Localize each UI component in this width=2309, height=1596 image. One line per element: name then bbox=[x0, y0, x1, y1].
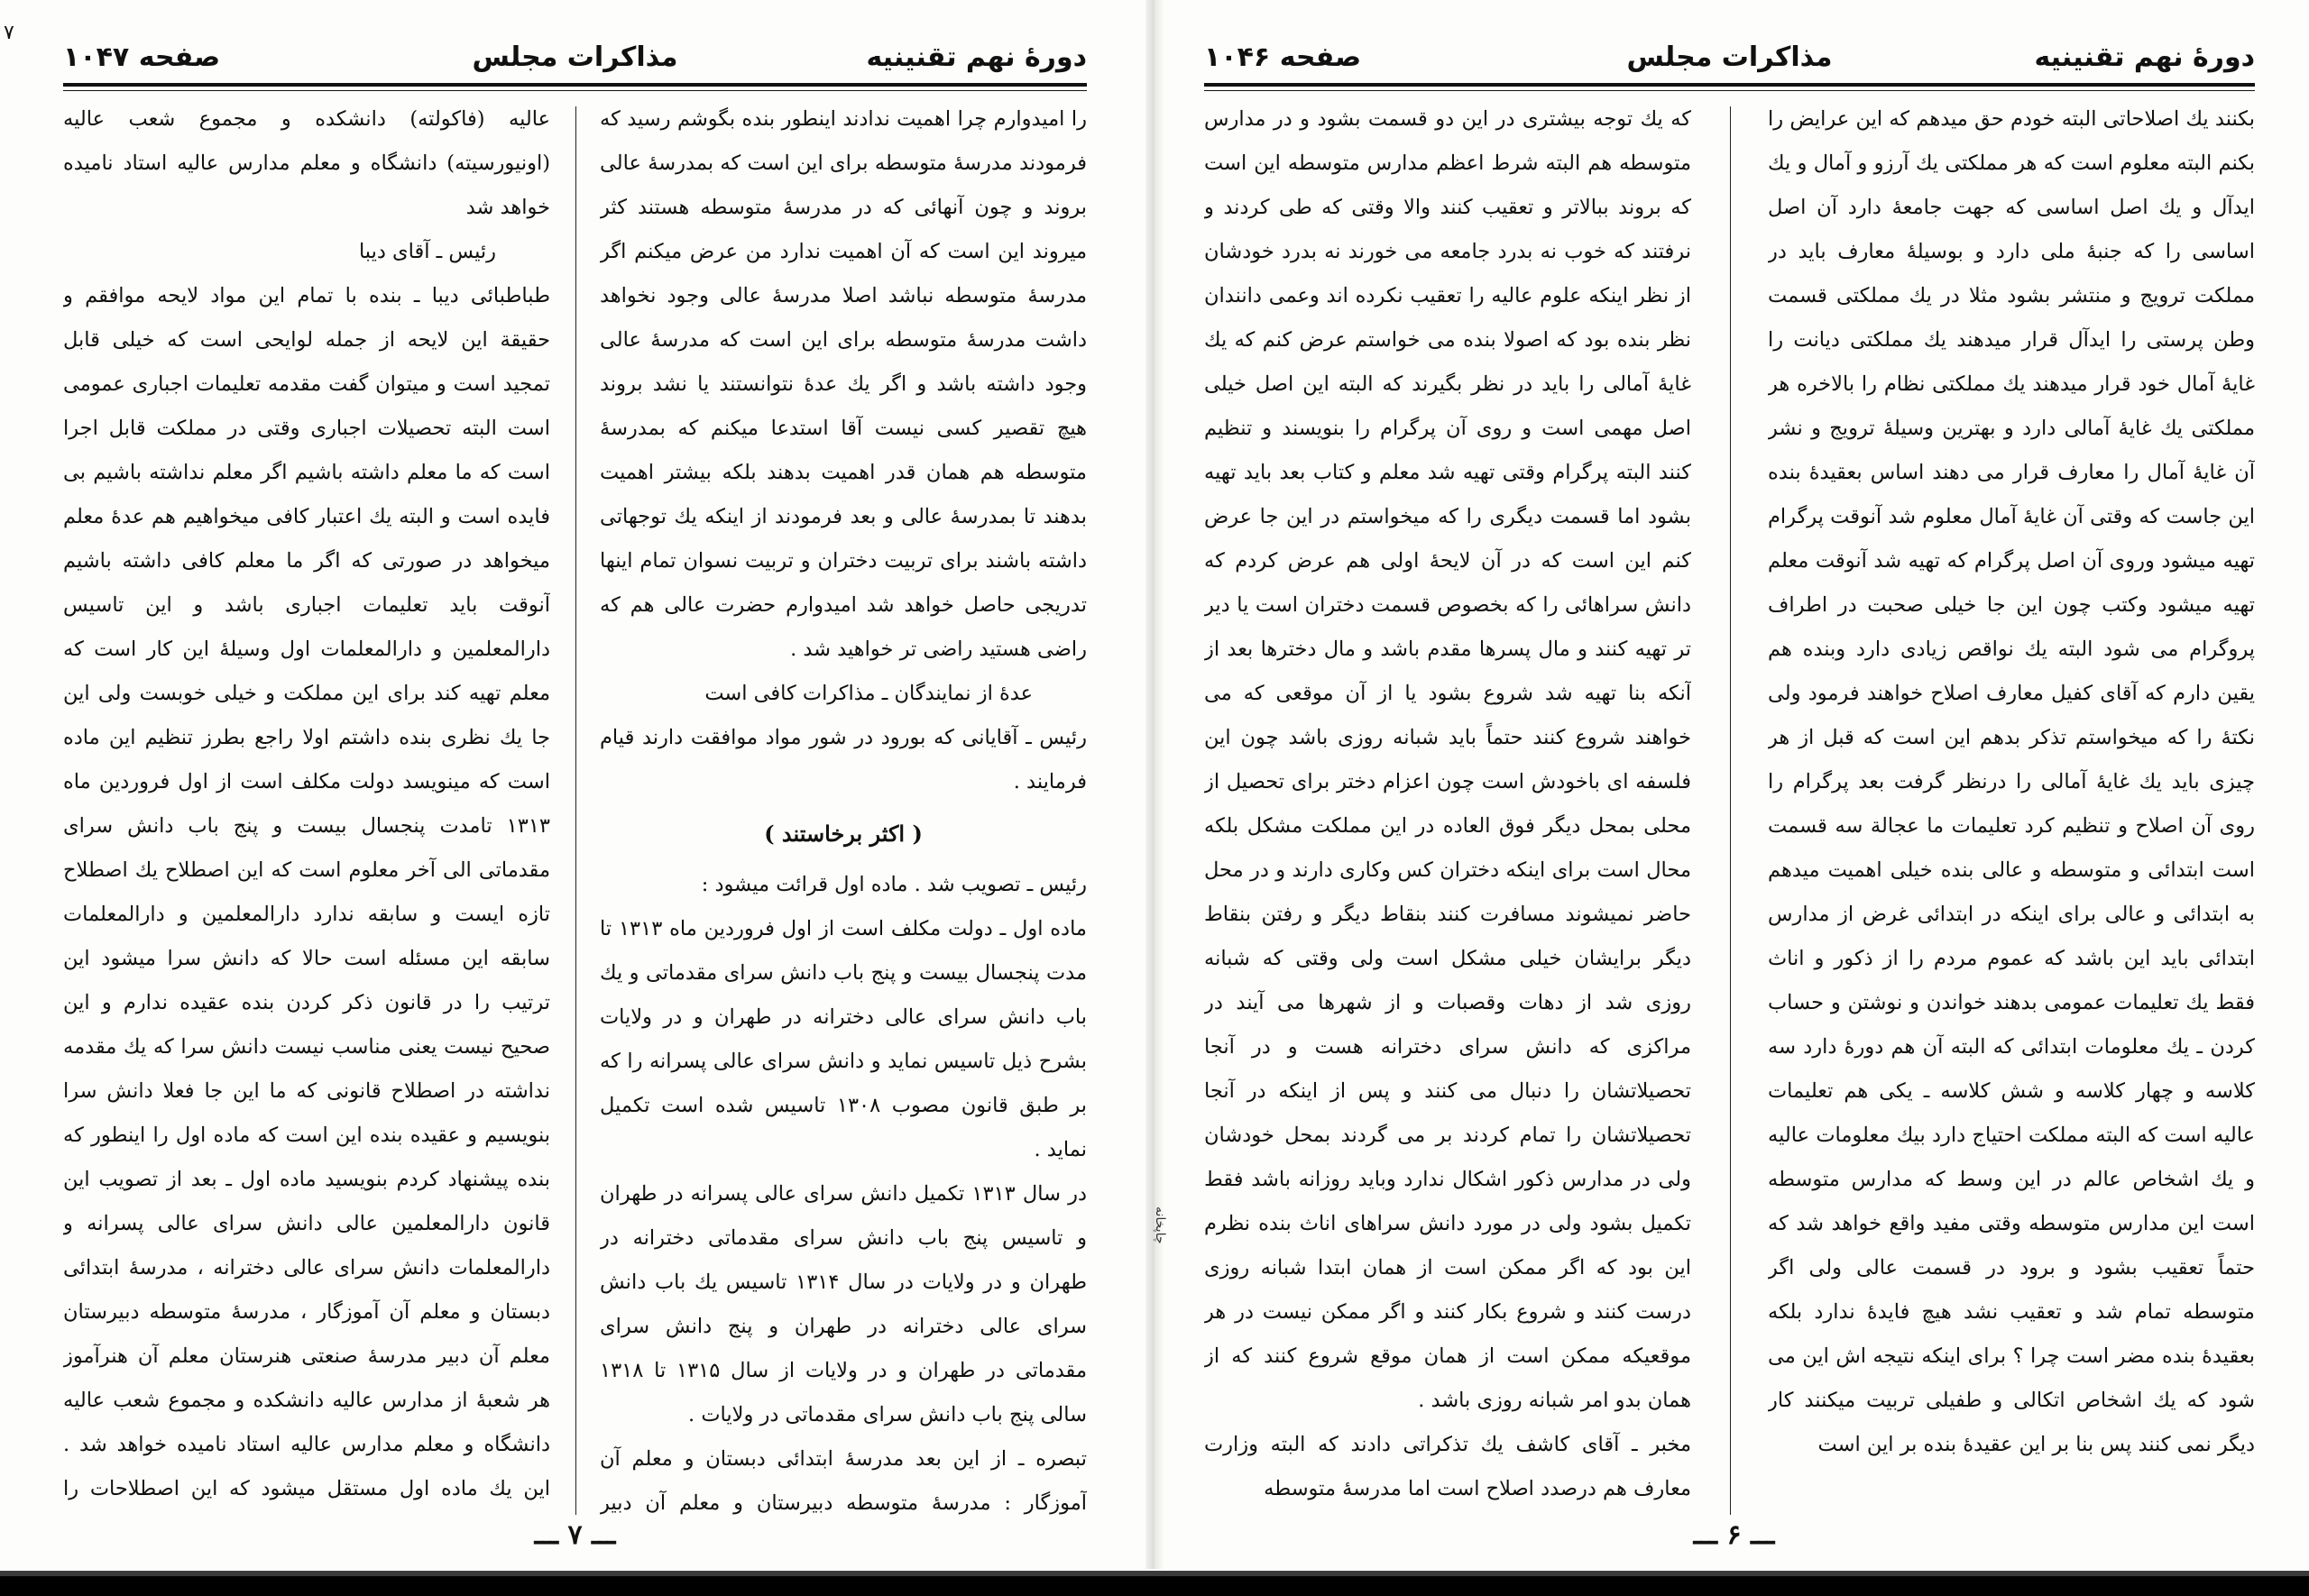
header-journal: دورهٔ نهم تقنینیه bbox=[2034, 41, 2255, 73]
text-columns bbox=[63, 97, 1087, 1515]
text-column-left bbox=[63, 97, 550, 1515]
scan-bottom-edge bbox=[0, 1571, 2309, 1596]
gutter-mark: چاپخانه bbox=[1153, 1206, 1167, 1244]
left-page bbox=[0, 0, 1150, 1569]
action-note: ( اکثر برخاستند ) bbox=[764, 821, 923, 847]
header-page-number: صفحه ۱۰۴۶ bbox=[1204, 41, 1362, 73]
text-column-right bbox=[1768, 97, 2255, 1515]
paragraph: عالیه (فاکولته) دانشکده و مجموع شعب عالیه (اونیورسیته) دانشگاه و معلم مدارس عالیه استاد نامیده خواهد شد bbox=[63, 107, 550, 219]
paragraph: بکنند یك اصلاحاتی البته خودم حق میدهم که این عرایض را بکنم البته معلوم است که هر مملکتی یك آرزو و آمال و یك ایدآل و یك اصل اساسی که جهت جامعهٔ دارد آن اصل اساسی را که جنبهٔ ملی دارد و بوسیلهٔ معارف باید در مملکت ترویج و منتشر بشود مثلا در یك مملکتی قسمت وطن پرستی را ایدآل قرار میدهند یك مملکتی دیانت را غایهٔ آمال خود قرار میدهند یك مملکتی نظام را بالاخره هر مملکتی یك غایهٔ آمالی دارد و بهترین وسیلهٔ ترویج و نشر آن غایهٔ آمال را معارف قرار می دهند اساس بعقیدهٔ بنده این جاست که وقتی آن غایهٔ آمال معلوم شد آنوقت پرگرام تهیه میشود وروی آن اصل پرگرام که تهیه شد آنوقت معلم تهیه میشود وکتب چون این جا خیلی صحبت در اطراف پروگرام می شود البته یك نواقص زیادی دارد وبنده هم یقین دارم که آقای کفیل معارف اصلاح خواهند فرمود ولی نکتهٔ را که میخواستم تذکر بدهم این است که قبل از هر چیزی باید یك غایهٔ آمالی را درنظر گرفت بعد پرگرام را روی آن اصلاح و تنظیم کرد تعلیمات ما عجالة سه قسمت است ابتدائی و متوسطه و عالی بنده خیلی اهمیت میدهم به ابتدائی و عالی برای اینکه در ابتدائی غرض از مدارس ابتدائی باید این باشد که عموم مردم را از ذکور و اناث فقط یك تعلیمات عمومی بدهند خواندن و نوشتن و حساب کردن ـ یك معلومات ابتدائی که البته آن هم دورهٔ دارد سه کلاسه و چهار کلاسه و شش کلاسه ـ یکی هم تعلیمات عالیه است که البته مملکت احتیاج دارد بیك معلومات عالیه و یك اشخاص عالم در این وسط که مدارس متوسطه است این مدارس متوسطه وقتی مفید واقع خواهد شد که حتماً تعقیب بشود و برود در قسمت عالی ولی اگر متوسطه تمام شد و تعقیب نشد هیچ فایدهٔ ندارد بلکه بعقیدهٔ بنده مضر است چرا ؟ برای اینکه نتیجه اش این می شود که یك اشخاص اتکالی و طفیلی تربیت میکنند کار دیگر نمی کنند پس بنا بر این عقیدهٔ بنده بر این است bbox=[1768, 107, 2255, 1456]
header-rule bbox=[1204, 83, 2255, 87]
page-header bbox=[1204, 36, 2255, 81]
header-rule-thin bbox=[1204, 90, 2255, 91]
text-column-right bbox=[600, 97, 1087, 1515]
page-folio: ـــ ۶ ـــ bbox=[1693, 1519, 1775, 1551]
paragraph: را امیدوارم چرا اهمیت ندادند اینطور بنده بگوشم رسید که فرمودند مدرسهٔ متوسطه برای این است که بمدرسهٔ عالی بروند و چون آنهائی که در مدرسهٔ متوسطه هستند کثر میروند این است که آن اهمیت ندارد من عرض میکنم اگر مدرسهٔ متوسطه نباشد اصلا مدرسهٔ عالی وجود نخواهد داشت مدرسهٔ متوسطه برای این است که مدرسهٔ عالی وجود داشته باشد و اگر یك عدهٔ نتوانستند یا نشد بروند هیچ تقصیر کسی نیست آقا استدعا میکنم که بمدرسهٔ متوسطه هم همان قدر اهمیت بدهند بلکه بیشتر اهمیت بدهند تا بمدرسهٔ عالی و بعد فرمودند از اینکه یك توجهاتی داشته باشند برای تربیت دختران و تربیت نسوان تمام اینها تدریجی حاصل خواهد شد امیدوارم حضرت عالی هم که راضی هستید راضی تر خواهید شد . bbox=[600, 107, 1087, 661]
header-rule-thin bbox=[63, 90, 1087, 91]
paragraph: رئیس ـ تصویب شد . ماده اول قرائت میشود : bbox=[701, 873, 1087, 896]
page-edge-mark: ۷ bbox=[4, 22, 14, 44]
header-page-number: صفحه ۱۰۴۷ bbox=[63, 41, 221, 73]
paragraph: که یك توجه بیشتری در این دو قسمت بشود و در مدارس متوسطه هم البته شرط اعظم مدارس متوسطه این است که بروند ببالاتر و تعقیب کنند والا وقتی که طی کردند و نرفتند که خوب نه بدرد جامعه می خورند نه بدرد خودشان از نظر اینکه علوم عالیه را تعقیب نکرده اند وعمی دانندان نظر بنده بود که اصولا بنده می خواستم عرض کنم که یك غایهٔ آمالی را باید در نظر بگیرند که البته این اصل خیلی اصل مهمی است و روی آن پرگرام را بنویسند و تنظیم کنند البته پرگرام وقتی تهیه شد معلم و کتاب بعد باید تهیه بشود اما قسمت دیگری را که میخواستم در این جا عرض کنم این است که در آن لایحهٔ اولی هم عرض کردم که دانش سراهائی را که بخصوص قسمت دختران است یا دیر تر تهیه کنند و مال پسرها مقدم باشد و مال دخترها بعد از آنکه بنا تهیه شد شروع بشود یا از آن موقعی که می خواهند شروع کنند حتماً باید شبانه روزی باشد چون این فلسفه ای باخودش است چون اعزام دختر برای تحصیل از محلی بمحل دیگر فوق العاده در این مملکت مشکل بلکه محال است برای اینکه دختران کس وکاری دارند و در محل حاضر نمیشوند مسافرت کنند بنقاط دیگر و رفتن بنقاط دیگر برایشان خیلی مشکل است ولی وقتی که شبانه روزی شد از دهات وقصبات و از شهرها می آیند در مراکزی که دانش سرای دخترانه هست و در آنجا تحصیلاتشان را دنبال می کنند و پس از اینکه در آنجا تحصیلاتشان را تمام کردند بر می گردند بمحل خودشان ولی در مدارس ذکور اشکال ندارد وباید روزانه باشد فقط تکمیل بشود ولی در مورد دانش سراهای اناث بنده نظرم این بود که اگر ممکن است از همان ابتدا شبانه روزی درست کنند و شروع بکار کنند و اگر ممکن نیست در هر موقعیکه ممکن است از همان موقع شروع کنند که از همان بدو امر شبانه روزی باشد . bbox=[1204, 107, 1691, 1412]
text-columns bbox=[1204, 97, 2255, 1515]
paragraph: طباطبائی دیبا ـ بنده با تمام این مواد لایحه موافقم و حقیقة این لایحه از جمله لوایحی است که خیلی قابل تمجید است و میتوان گفت مقدمه تعلیمات اجباری عمومی است البته تحصیلات اجباری وقتی در مملکت قابل اجرا است که ما معلم داشته باشیم اگر معلم نداشته باشیم بی فایده است و البته یك اعتبار کافی میخواهیم هم عدهٔ معلم میخواهد در صورتی که اگر ما معلم کافی داشته باشیم آنوقت باید تعلیمات اجباری باشد و این تاسیس دارالمعلمین و دارالمعلمات اول وسیلهٔ این کار است که معلم تهیه کند برای این مملکت و خیلی خوبست ولی این جا یك نظری بنده داشتم اولا راجع بطرز تنظیم این ماده است که مینویسد دولت مکلف است از اول فروردین ماه ۱۳۱۳ تامدت پنجسال بیست و پنج باب دانش سرای مقدماتی الی آخر معلوم است که این اصطلاح یك اصطلاح تازه ایست و سابقه ندارد دارالمعلمین و دارالمعلمات سابقه این مسئله است حالا که دانش سرا میشود این ترتیب را در قانون ذکر کردن بنده عقیده ندارم و این صحیح نیست یعنی مناسب نیست دانش سرا که یك مقدمه نداشته در اصطلاح قانونی که ما این جا فعلا دانش سرا بنویسیم و عقیده بنده این است که ماده اول را اینطور که بنده پیشنهاد کردم بنویسید ماده اول ـ بعد از تصویب این قانون دارالمعلمین عالی دانش سرای عالی پسرانه و دارالمعلمات دانش سرای عالی دخترانه ، مدرسهٔ ابتدائی دبستان و معلم آن آموزگار ، مدرسهٔ متوسطه دبیرستان معلم آن دبیر مدرسهٔ صنعتی هنرستان معلم آن هنرآموز هر شعبهٔ از مدارس عالیه دانشکده و مجموع شعب عالیه دانشگاه و معلم مدارس عالیه استاد نامیده خواهد شد . این یك ماده اول مستقل میشود که این اصطلاحات را bbox=[63, 284, 550, 1500]
paragraph: ماده اول ـ دولت مکلف است از اول فروردین ماه ۱۳۱۳ تا مدت پنجسال بیست و پنج باب دانش سرای مقدماتی و یك باب دانش سرای عالی دخترانه در طهران و در ولایات بشرح ذیل تاسیس نماید و دانش سرای عالی پسرانه را که بر طبق قانون مصوب ۱۳۰۸ تاسیس شده است تکمیل نماید . bbox=[600, 917, 1087, 1161]
header-rule bbox=[63, 83, 1087, 87]
text-column-left bbox=[1204, 97, 1691, 1515]
column-divider bbox=[1730, 106, 1731, 1515]
scan-bottom-bevel bbox=[0, 1571, 2309, 1576]
paragraph: در سال ۱۳۱۳ تکمیل دانش سرای عالی پسرانه در طهران و تاسیس پنج باب دانش سرای مقدماتی دخترانه در طهران و در ولایات در سال ۱۳۱۴ تاسیس یك باب دانش سرای عالی دخترانه در طهران و پنج دانش سرای مقدماتی در طهران و در ولایات از سال ۱۳۱۵ تا ۱۳۱۸ سالی پنج باب دانش سرای مقدماتی در ولایات . bbox=[600, 1182, 1087, 1426]
column-divider bbox=[575, 106, 576, 1515]
page-folio: ـــ ۷ ـــ bbox=[534, 1519, 616, 1551]
header-title: مذاکرات مجلس bbox=[472, 41, 678, 73]
paragraph: رئیس ـ آقای دیبا bbox=[358, 240, 496, 263]
paragraph: مخبر ـ آقای کاشف یك تذکراتی دادند که البته وزارت معارف هم درصدد اصلاح است اما مدرسهٔ متوسطه bbox=[1204, 1433, 1691, 1500]
header-title: مذاکرات مجلس bbox=[1626, 41, 1833, 73]
right-page bbox=[1159, 0, 2309, 1569]
header-journal: دورهٔ نهم تقنینیه bbox=[866, 41, 1087, 73]
paragraph: رئیس ـ آقایانی که بورود در شور مواد موافقت دارند قیام فرمایند . bbox=[600, 726, 1087, 793]
paragraph: عدهٔ از نمایندگان ـ مذاکرات کافی است bbox=[704, 682, 1033, 705]
page-header bbox=[63, 36, 1087, 81]
paragraph: تبصره ـ از این بعد مدرسهٔ ابتدائی دبستان و معلم آن آموزگار : مدرسهٔ متوسطه دبیرستان و معلم آن دبیر bbox=[600, 1447, 1087, 1515]
